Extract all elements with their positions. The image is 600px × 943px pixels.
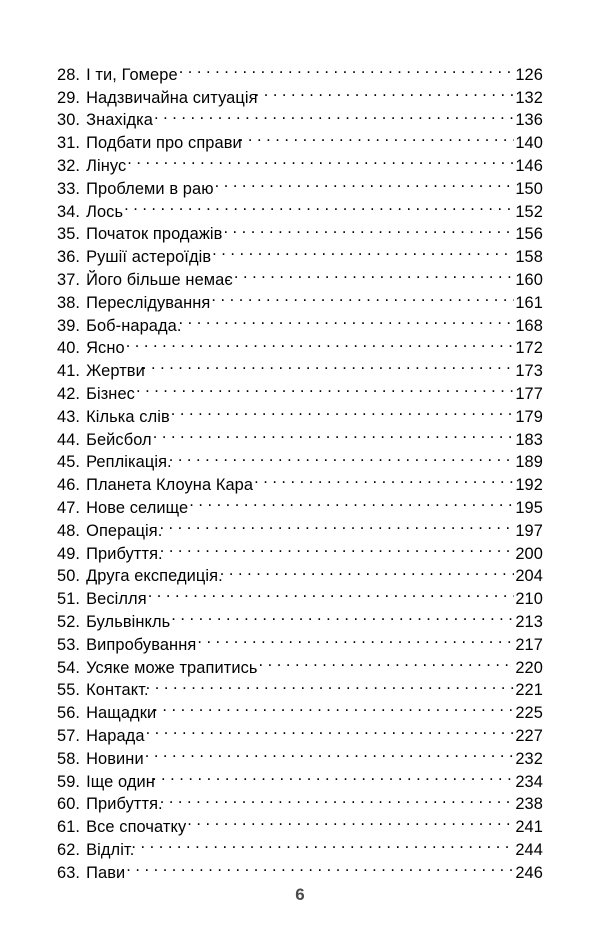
toc-dot-leader bbox=[148, 581, 515, 604]
toc-entry-title: Подбати про справи bbox=[86, 134, 242, 153]
toc-entry-title: Усяке може трапитись bbox=[86, 658, 258, 677]
toc-entry-page-number: 197 bbox=[515, 521, 543, 540]
toc-entry-page-number: 160 bbox=[515, 270, 543, 289]
toc-dot-leader bbox=[254, 467, 514, 490]
toc-dot-leader bbox=[127, 148, 514, 171]
toc-entry-number: 55. bbox=[57, 681, 81, 700]
toc-entry-page-number: 234 bbox=[515, 772, 543, 791]
toc-entry-title: Бізнес bbox=[86, 384, 135, 403]
toc-entry-page-number: 200 bbox=[515, 544, 543, 563]
toc-entry-number: 62. bbox=[57, 840, 81, 859]
toc-entry-title: Реплікація. bbox=[86, 453, 172, 472]
toc-dot-leader bbox=[131, 832, 514, 855]
toc-entry-number: 57. bbox=[57, 726, 81, 745]
toc-entry-title: Бульвінкль bbox=[86, 612, 171, 631]
toc-dot-leader bbox=[159, 513, 514, 536]
toc-dot-leader bbox=[255, 80, 515, 103]
toc-entry-title: Проблеми в раю bbox=[86, 179, 214, 198]
toc-entry-number: 43. bbox=[57, 407, 81, 426]
toc-entry-number: 54. bbox=[57, 658, 81, 677]
toc-entry-page-number: 168 bbox=[515, 316, 543, 335]
toc-dot-leader bbox=[239, 125, 515, 148]
toc-entry-title: Початок продажів bbox=[86, 225, 223, 244]
toc-dot-leader bbox=[211, 285, 514, 308]
toc-entry-title: Ясно bbox=[86, 339, 125, 358]
toc-dot-leader bbox=[171, 399, 515, 422]
toc-entry-title: І ти, Гомере bbox=[86, 65, 178, 84]
toc-dot-leader bbox=[215, 171, 515, 194]
toc-dot-leader bbox=[259, 650, 515, 673]
toc-entry-page-number: 183 bbox=[515, 430, 543, 449]
toc-entry-number: 63. bbox=[57, 863, 81, 882]
toc-entry-page-number: 140 bbox=[515, 134, 543, 153]
toc-entry-number: 48. bbox=[57, 521, 81, 540]
toc-entry-title: Знахідка bbox=[86, 111, 154, 130]
toc-entry-title: Планета Клоуна Кара bbox=[86, 476, 254, 495]
toc-entry-title: Надзвичайна ситуація bbox=[86, 88, 258, 107]
toc-entry-title: Прибуття. bbox=[86, 544, 163, 563]
toc-entry-page-number: 241 bbox=[515, 818, 543, 837]
toc-entry-number: 28. bbox=[57, 65, 81, 84]
toc-entry-title: Жертви bbox=[86, 362, 145, 381]
toc-entry-title: Бейсбол bbox=[86, 430, 152, 449]
toc-entry-number: 35. bbox=[57, 225, 81, 244]
toc-entry-title: Все спочатку bbox=[86, 818, 187, 837]
toc-entry-number: 53. bbox=[57, 635, 81, 654]
toc-entry-title: Іще один bbox=[86, 772, 155, 791]
toc-dot-leader bbox=[171, 604, 514, 627]
toc-entry bbox=[57, 57, 543, 84]
toc-entry-number: 33. bbox=[57, 179, 81, 198]
toc-entry-page-number: 132 bbox=[515, 88, 543, 107]
toc-entry-title: Лінус bbox=[86, 156, 127, 175]
toc-entry-number: 61. bbox=[57, 818, 81, 837]
toc-entry-page-number: 173 bbox=[515, 362, 543, 381]
toc-entry-page-number: 146 bbox=[515, 156, 543, 175]
toc-entry-title: Операція. bbox=[86, 521, 163, 540]
toc-entry-number: 37. bbox=[57, 270, 81, 289]
toc-entry-page-number: 156 bbox=[515, 225, 543, 244]
toc-entry-number: 38. bbox=[57, 293, 81, 312]
toc-entry-title: Його більше немає bbox=[86, 270, 233, 289]
toc-dot-leader bbox=[154, 103, 514, 126]
toc-entry-number: 39. bbox=[57, 316, 81, 335]
toc-entry bbox=[57, 331, 543, 358]
toc-entry-page-number: 161 bbox=[515, 293, 543, 312]
toc-dot-leader bbox=[136, 376, 514, 399]
toc-dot-leader bbox=[152, 764, 514, 787]
toc-entry-number: 58. bbox=[57, 749, 81, 768]
toc-entry-page-number: 189 bbox=[515, 453, 543, 472]
toc-entry bbox=[57, 194, 543, 221]
toc-entry bbox=[57, 353, 543, 381]
toc-entry-number: 29. bbox=[57, 88, 81, 107]
toc-dot-leader bbox=[153, 422, 515, 445]
toc-dot-leader bbox=[124, 194, 514, 217]
toc-entry-page-number: 172 bbox=[515, 339, 543, 358]
toc-entry-page-number: 225 bbox=[515, 704, 543, 723]
toc-entry-number: 47. bbox=[57, 498, 81, 517]
toc-entry-number: 51. bbox=[57, 590, 81, 609]
toc-entry-title: Відліт. bbox=[86, 840, 135, 859]
toc-entry-page-number: 210 bbox=[515, 590, 543, 609]
toc-entry-number: 34. bbox=[57, 202, 81, 221]
toc-entry-number: 56. bbox=[57, 704, 81, 723]
toc-entry-page-number: 217 bbox=[515, 635, 543, 654]
toc-entry-number: 32. bbox=[57, 156, 81, 175]
toc-entry-number: 44. bbox=[57, 430, 81, 449]
toc-entry bbox=[57, 171, 543, 198]
toc-entry-number: 36. bbox=[57, 248, 81, 267]
toc-entry-page-number: 152 bbox=[515, 202, 543, 221]
toc-entry-title: Нащадки bbox=[86, 704, 157, 723]
toc-entry bbox=[57, 217, 543, 244]
toc-entry-title: Боб-нарада. bbox=[86, 316, 182, 335]
toc-entry-title: Лось bbox=[86, 202, 124, 221]
toc-entry-number: 42. bbox=[57, 384, 81, 403]
toc-entry-title: Нарада bbox=[86, 726, 145, 745]
table-of-contents-list bbox=[57, 57, 543, 882]
toc-entry-page-number: 150 bbox=[515, 179, 543, 198]
toc-dot-leader bbox=[153, 695, 514, 718]
toc-entry-page-number: 158 bbox=[515, 248, 543, 267]
toc-entry-number: 41. bbox=[57, 362, 81, 381]
toc-entry-page-number: 136 bbox=[515, 111, 543, 130]
toc-dot-leader bbox=[220, 559, 515, 582]
toc-dot-leader bbox=[142, 353, 514, 376]
toc-entry-page-number: 244 bbox=[515, 840, 543, 859]
toc-entry-number: 49. bbox=[57, 544, 81, 563]
toc-dot-leader bbox=[197, 627, 514, 650]
toc-entry-title: Рушії астероїдів bbox=[86, 248, 212, 267]
toc-entry-title: Нове селище bbox=[86, 498, 189, 517]
toc-entry-page-number: 213 bbox=[515, 612, 543, 631]
toc-dot-leader bbox=[169, 445, 515, 468]
toc-dot-leader bbox=[160, 536, 515, 559]
toc-dot-leader bbox=[234, 262, 514, 285]
toc-entry-number: 60. bbox=[57, 795, 81, 814]
toc-entry-page-number: 246 bbox=[515, 863, 543, 882]
toc-entry-number: 52. bbox=[57, 612, 81, 631]
toc-entry-title: Кілька слів bbox=[86, 407, 170, 426]
toc-entry-title: Весілля bbox=[86, 590, 147, 609]
toc-dot-leader bbox=[179, 308, 515, 331]
toc-entry-title: Новини bbox=[86, 749, 144, 768]
toc-entry-number: 59. bbox=[57, 772, 81, 791]
toc-entry-page-number: 126 bbox=[515, 65, 543, 84]
toc-entry-number: 46. bbox=[57, 476, 81, 495]
toc-entry-page-number: 232 bbox=[515, 749, 543, 768]
toc-dot-leader bbox=[126, 331, 515, 354]
toc-entry-number: 30. bbox=[57, 111, 81, 130]
toc-entry-page-number: 227 bbox=[515, 726, 543, 745]
page-number-footer: 6 bbox=[295, 885, 305, 904]
toc-dot-leader bbox=[126, 855, 514, 878]
toc-entry-number: 50. bbox=[57, 567, 81, 586]
toc-dot-leader bbox=[179, 57, 515, 80]
toc-dot-leader bbox=[146, 673, 515, 696]
toc-entry-page-number: 221 bbox=[515, 681, 543, 700]
toc-entry-page-number: 179 bbox=[515, 407, 543, 426]
toc-entry-page-number: 192 bbox=[515, 476, 543, 495]
toc-entry-number: 40. bbox=[57, 339, 81, 358]
toc-dot-leader bbox=[145, 741, 515, 764]
toc-entry bbox=[57, 855, 543, 882]
toc-dot-leader bbox=[212, 239, 514, 262]
toc-entry-number: 31. bbox=[57, 134, 81, 153]
toc-entry-title: Пави bbox=[86, 863, 126, 882]
toc-entry-title: Друга експедиція. bbox=[86, 567, 223, 586]
toc-entry-page-number: 238 bbox=[515, 795, 543, 814]
toc-entry-page-number: 220 bbox=[515, 658, 543, 677]
toc-dot-leader bbox=[160, 787, 515, 810]
toc-dot-leader bbox=[146, 718, 515, 741]
toc-entry-title: Переслідування bbox=[86, 293, 211, 312]
toc-dot-leader bbox=[223, 217, 514, 240]
toc-entry bbox=[57, 148, 543, 175]
toc-entry-title: Прибуття. bbox=[86, 795, 163, 814]
toc-entry-title: Випробування bbox=[86, 635, 197, 654]
toc-dot-leader bbox=[189, 490, 514, 513]
toc-entry-page-number: 195 bbox=[515, 498, 543, 517]
toc-entry-page-number: 204 bbox=[515, 567, 543, 586]
toc-dot-leader bbox=[187, 809, 514, 832]
toc-entry-page-number: 177 bbox=[515, 384, 543, 403]
toc-entry-number: 45. bbox=[57, 453, 81, 472]
toc-entry-title: Контакт. bbox=[86, 681, 149, 700]
